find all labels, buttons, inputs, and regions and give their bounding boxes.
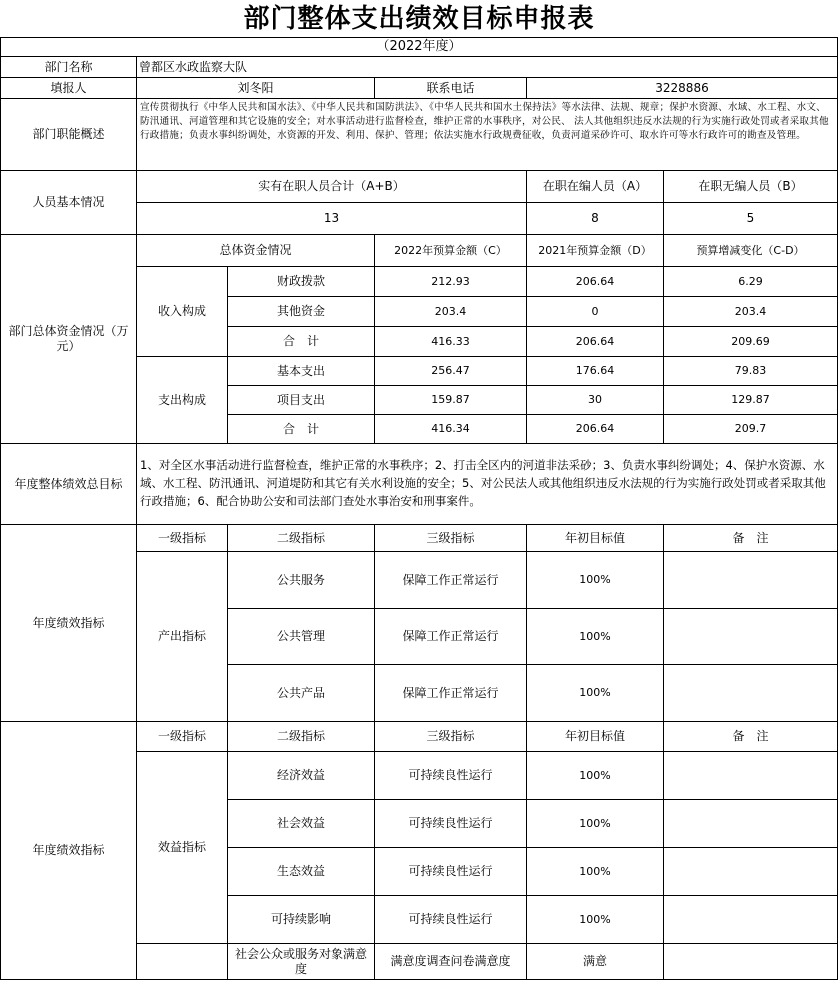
report-table xyxy=(0,37,838,980)
staff-header-b: 在职无编人员（B） xyxy=(664,171,838,203)
benefit-level2: 可持续影响 xyxy=(228,896,375,944)
staff-header-total: 实有在职人员合计（A+B） xyxy=(137,171,527,203)
goal-label: 年度整体绩效总目标 xyxy=(1,444,137,525)
benefit-target: 100% xyxy=(527,800,664,848)
staff-value-b: 5 xyxy=(664,203,838,235)
output-level3: 保障工作正常运行 xyxy=(375,665,527,722)
benefit-level3: 可持续良性运行 xyxy=(375,800,527,848)
funds-header-diff: 预算增减变化（C-D） xyxy=(664,235,838,267)
expense-row-diff: 79.83 xyxy=(664,357,838,386)
benefit-level3: 可持续良性运行 xyxy=(375,848,527,896)
income-row-diff: 203.4 xyxy=(664,297,838,327)
output-target: 100% xyxy=(527,665,664,722)
income-label: 收入构成 xyxy=(137,267,228,357)
output-level2: 公共管理 xyxy=(228,609,375,665)
satisfaction-remark xyxy=(664,944,838,980)
dept-name-value: 曾都区水政监察大队 xyxy=(137,57,838,78)
page-title: 部门整体支出绩效目标申报表 xyxy=(0,0,838,38)
benefit-remark xyxy=(664,800,838,848)
indicator-header-level1: 一级指标 xyxy=(137,525,228,552)
income-total-diff: 209.69 xyxy=(664,327,838,357)
income-total-name: 合 计 xyxy=(228,327,375,357)
benefit-target: 100% xyxy=(527,848,664,896)
output-level2: 公共服务 xyxy=(228,552,375,609)
output-level3: 保障工作正常运行 xyxy=(375,609,527,665)
benefit-level2: 经济效益 xyxy=(228,752,375,800)
indicator-header-level2: 二级指标 xyxy=(228,525,375,552)
benefit-remark xyxy=(664,896,838,944)
expense-row-c: 159.87 xyxy=(375,386,527,415)
funds-header-d: 2021年预算金额（D） xyxy=(527,235,664,267)
benefit-level3: 可持续良性运行 xyxy=(375,752,527,800)
expense-row-d: 30 xyxy=(527,386,664,415)
income-row-d: 206.64 xyxy=(527,267,664,297)
expense-total-diff: 209.7 xyxy=(664,415,838,444)
benefit-level1: 效益指标 xyxy=(137,752,228,944)
expense-row-name: 基本支出 xyxy=(228,357,375,386)
expense-total-d: 206.64 xyxy=(527,415,664,444)
expense-total-c: 416.34 xyxy=(375,415,527,444)
benefit-level2: 生态效益 xyxy=(228,848,375,896)
filler-value: 刘冬阳 xyxy=(137,78,375,99)
expense-row-name: 项目支出 xyxy=(228,386,375,415)
indicator-header-level1: 一级指标 xyxy=(137,722,228,752)
goal-text: 1、对全区水事活动进行监督检查，维护正常的水事秩序；2、打击全区内的河道非法采砂；3、负责水事纠纷调处；4、保护水资源、水域、水工程、防汛通讯、河道堤防和其它有关水利设施的安全；5、对公民法人或其他组织违反水法规的行为实施行政处罚或者采取其他行政措施；6、配合协助公安和司法部门查处水事治安和刑事案件。 xyxy=(137,444,838,525)
expense-row-d: 176.64 xyxy=(527,357,664,386)
year-label: （2022年度） xyxy=(1,38,838,57)
benefit-remark xyxy=(664,752,838,800)
satisfaction-target: 满意 xyxy=(527,944,664,980)
output-remark xyxy=(664,552,838,609)
staff-value-a: 8 xyxy=(527,203,664,235)
income-row-name: 财政拨款 xyxy=(228,267,375,297)
staff-label: 人员基本情况 xyxy=(1,171,137,235)
output-remark xyxy=(664,609,838,665)
duty-text: 宣传贯彻执行《中华人民共和国水法》、《中华人民共和国防洪法》、《中华人民共和国水土保持法》等水法律、法规、规章；保护水资源、水域、水工程、水文、防汛通讯、河道管理和其它设施的安全；对水事活动进行监督检查，维护正常的水事秩序，对公民、 法人其他组织违反水法规的行为实施行政处罚或者采取其他行政措施；负责水事纠纷调处，水资源的开发、利用、保护、管理；依法实施水行政规费征收，负责河道采砂许可、取水许可等水行政许可的勘查及管理。 xyxy=(137,99,838,171)
expense-total-name: 合 计 xyxy=(228,415,375,444)
income-row-d: 0 xyxy=(527,297,664,327)
staff-header-a: 在职在编人员（A） xyxy=(527,171,664,203)
funds-label: 部门总体资金情况（万元） xyxy=(1,235,137,444)
duty-label: 部门职能概述 xyxy=(1,99,137,171)
funds-header-c: 2022年预算金额（C） xyxy=(375,235,527,267)
income-row-diff: 6.29 xyxy=(664,267,838,297)
indicator-header-level3: 三级指标 xyxy=(375,525,527,552)
output-level3: 保障工作正常运行 xyxy=(375,552,527,609)
satisfaction-level1-blank xyxy=(137,944,228,980)
indicator-header-target: 年初目标值 xyxy=(527,525,664,552)
benefit-section-label: 年度绩效指标 xyxy=(1,722,137,980)
income-row-name: 其他资金 xyxy=(228,297,375,327)
output-section-label: 年度绩效指标 xyxy=(1,525,137,722)
output-remark xyxy=(664,665,838,722)
phone-value: 3228886 xyxy=(527,78,838,99)
income-row-c: 203.4 xyxy=(375,297,527,327)
satisfaction-level3: 满意度调查问卷满意度 xyxy=(375,944,527,980)
income-total-d: 206.64 xyxy=(527,327,664,357)
income-total-c: 416.33 xyxy=(375,327,527,357)
expense-label: 支出构成 xyxy=(137,357,228,444)
expense-row-diff: 129.87 xyxy=(664,386,838,415)
output-target: 100% xyxy=(527,609,664,665)
dept-name-label: 部门名称 xyxy=(1,57,137,78)
output-target: 100% xyxy=(527,552,664,609)
indicator-header-level2: 二级指标 xyxy=(228,722,375,752)
satisfaction-level2: 社会公众或服务对象满意度 xyxy=(228,944,375,980)
benefit-remark xyxy=(664,848,838,896)
benefit-level3: 可持续良性运行 xyxy=(375,896,527,944)
benefit-level2: 社会效益 xyxy=(228,800,375,848)
funds-header-overall: 总体资金情况 xyxy=(137,235,375,267)
expense-row-c: 256.47 xyxy=(375,357,527,386)
benefit-target: 100% xyxy=(527,752,664,800)
indicator-header-remark: 备 注 xyxy=(664,525,838,552)
output-level2: 公共产品 xyxy=(228,665,375,722)
phone-label: 联系电话 xyxy=(375,78,527,99)
staff-value-total: 13 xyxy=(137,203,527,235)
income-row-c: 212.93 xyxy=(375,267,527,297)
output-level1: 产出指标 xyxy=(137,552,228,722)
indicator-header-level3: 三级指标 xyxy=(375,722,527,752)
indicator-header-remark: 备 注 xyxy=(664,722,838,752)
benefit-target: 100% xyxy=(527,896,664,944)
indicator-header-target: 年初目标值 xyxy=(527,722,664,752)
filler-label: 填报人 xyxy=(1,78,137,99)
